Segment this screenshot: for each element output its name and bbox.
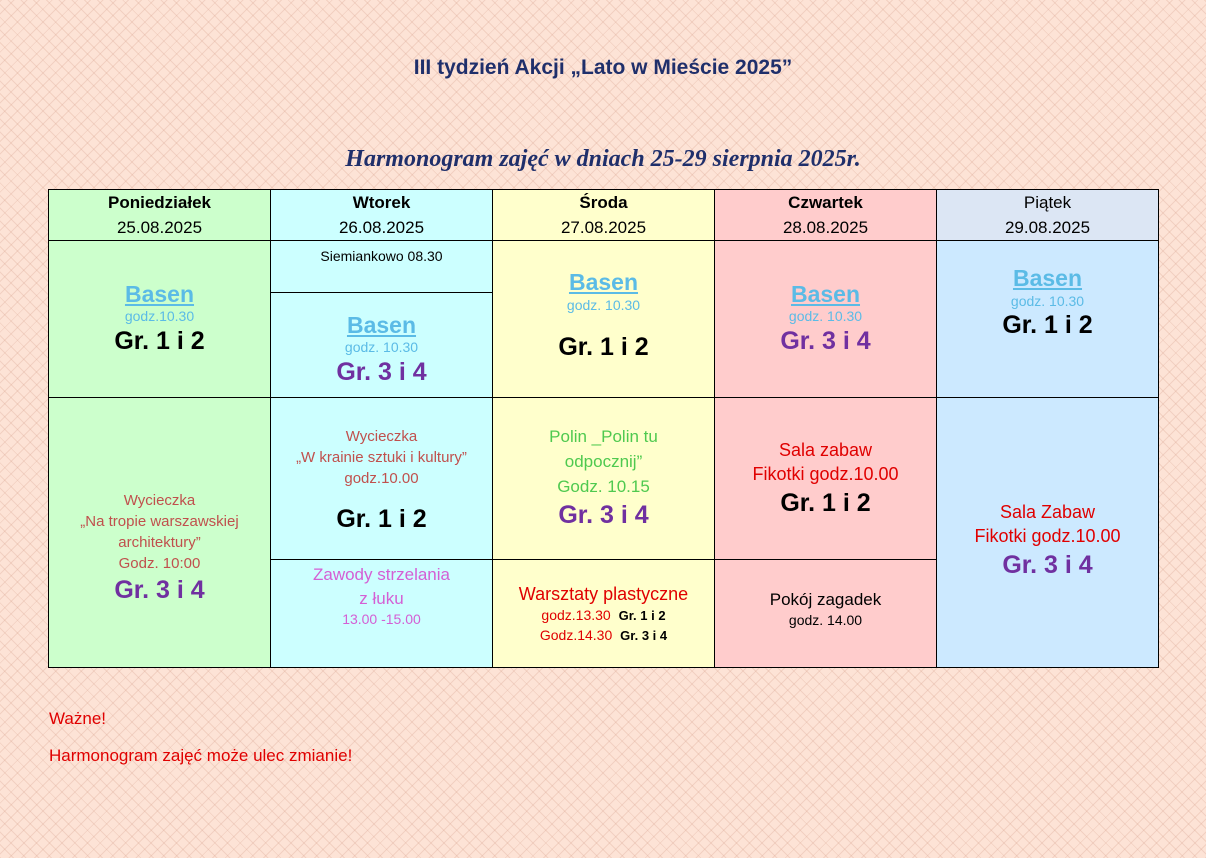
- wednesday-workshop-cell: [493, 560, 715, 667]
- basen-time: godz. 10.30: [344, 339, 419, 356]
- header-tuesday: [271, 190, 493, 241]
- trip-line-1: Wycieczka: [345, 427, 418, 445]
- trip-line-1: Wycieczka: [123, 492, 196, 510]
- day-name: Wtorek: [352, 193, 411, 212]
- basen-label: Basen: [568, 269, 639, 295]
- archery-time: 13.00 -15.00: [342, 610, 421, 627]
- group-label: Gr. 1 i 2: [114, 326, 205, 355]
- workshop-group-1: Gr. 1 i 2: [618, 608, 666, 624]
- basen-label: Basen: [124, 280, 195, 307]
- group-label: Gr. 3 i 4: [558, 501, 649, 530]
- basen-time: godz.10.30: [124, 308, 195, 325]
- sala-line-1: Sala Zabaw: [999, 501, 1096, 522]
- trip-time: godz.10.00: [344, 469, 419, 487]
- group-label: Gr. 1 i 2: [336, 504, 427, 533]
- sala-line-2: Fikotki godz.10.00: [974, 526, 1121, 547]
- group-label: Gr. 3 i 4: [780, 326, 871, 355]
- basen-time: godz. 10.30: [1010, 292, 1085, 309]
- group-label: Gr. 3 i 4: [336, 357, 427, 386]
- schedule-table: [48, 189, 1159, 668]
- archery-line-1: Zawody strzelania: [312, 565, 450, 584]
- basen-label: Basen: [790, 280, 861, 307]
- day-name: Piątek: [1023, 193, 1072, 212]
- note-change: Harmonogram zajęć może ulec zmianie!: [49, 746, 353, 765]
- day-date: 27.08.2025: [560, 218, 647, 237]
- basen-label: Basen: [346, 311, 417, 338]
- trip-line-2: „Na tropie warszawskiej: [80, 513, 239, 531]
- trip-line-2: „W krainie sztuki i kultury”: [296, 448, 467, 466]
- note-important: Ważne!: [49, 709, 107, 728]
- friday-sala-cell: [937, 398, 1158, 667]
- group-label: Gr. 1 i 2: [558, 333, 649, 362]
- pokoj-time: godz. 14.00: [788, 612, 863, 628]
- sala-line-2: Fikotki godz.10.00: [752, 464, 899, 485]
- header-thursday: [715, 190, 937, 241]
- monday-trip-cell: [49, 398, 271, 667]
- group-label: Gr. 3 i 4: [114, 576, 205, 605]
- polin-line-1: Polin _Polin tu: [549, 427, 658, 447]
- day-date: 29.08.2025: [1004, 218, 1091, 237]
- polin-line-2: odpocznij”: [564, 451, 643, 471]
- thursday-pokoj-cell: [715, 560, 937, 667]
- polin-time: Godz. 10.15: [557, 476, 650, 496]
- page-title: III tydzień Akcji „Lato w Mieście 2025”: [413, 56, 793, 79]
- tuesday-trip-cell: [271, 398, 493, 560]
- workshop-slot-2: [540, 626, 667, 646]
- basen-label: Basen: [1012, 265, 1083, 291]
- group-label: Gr. 1 i 2: [1002, 311, 1093, 340]
- archery-line-2: z łuku: [359, 588, 404, 608]
- workshop-title: Warsztaty plastyczne: [518, 584, 689, 604]
- workshop-time-2: Godz.14.30: [539, 626, 613, 643]
- header-wednesday: [493, 190, 715, 241]
- thursday-sala-cell: [715, 398, 937, 560]
- tuesday-archery-cell: [271, 560, 493, 667]
- sala-line-1: Sala zabaw: [778, 439, 873, 460]
- siemiankowo-label: Siemiankowo 08.30: [320, 248, 443, 264]
- trip-time: Godz. 10:00: [118, 555, 201, 573]
- workshop-group-2: Gr. 3 i 4: [620, 627, 668, 643]
- header-friday: [937, 190, 1158, 241]
- tuesday-siemiankowo-cell: [271, 241, 493, 293]
- workshop-slot-1: [541, 606, 665, 626]
- pokoj-label: Pokój zagadek: [769, 590, 882, 610]
- day-date: 26.08.2025: [338, 218, 425, 237]
- tuesday-basen-cell: [271, 293, 493, 398]
- workshop-time-1: godz.13.30: [541, 607, 611, 624]
- monday-basen-cell: [49, 241, 271, 398]
- group-label: Gr. 3 i 4: [1002, 550, 1093, 579]
- day-name: Środa: [579, 193, 628, 212]
- day-name: Poniedziałek: [108, 193, 211, 212]
- day-date: 28.08.2025: [782, 218, 869, 237]
- day-name: Czwartek: [788, 193, 863, 212]
- header-monday: [49, 190, 271, 241]
- basen-time: godz. 10.30: [788, 308, 863, 325]
- friday-basen-cell: [937, 241, 1158, 398]
- trip-line-3: architektury”: [118, 534, 201, 552]
- group-label: Gr. 1 i 2: [780, 488, 871, 517]
- wednesday-polin-cell: [493, 398, 715, 560]
- thursday-basen-cell: [715, 241, 937, 398]
- wednesday-basen-cell: [493, 241, 715, 398]
- page-subtitle: Harmonogram zajęć w dniach 25-29 sierpnia 2025r.: [345, 146, 861, 172]
- basen-time: godz. 10.30: [566, 296, 641, 313]
- day-date: 25.08.2025: [116, 218, 203, 237]
